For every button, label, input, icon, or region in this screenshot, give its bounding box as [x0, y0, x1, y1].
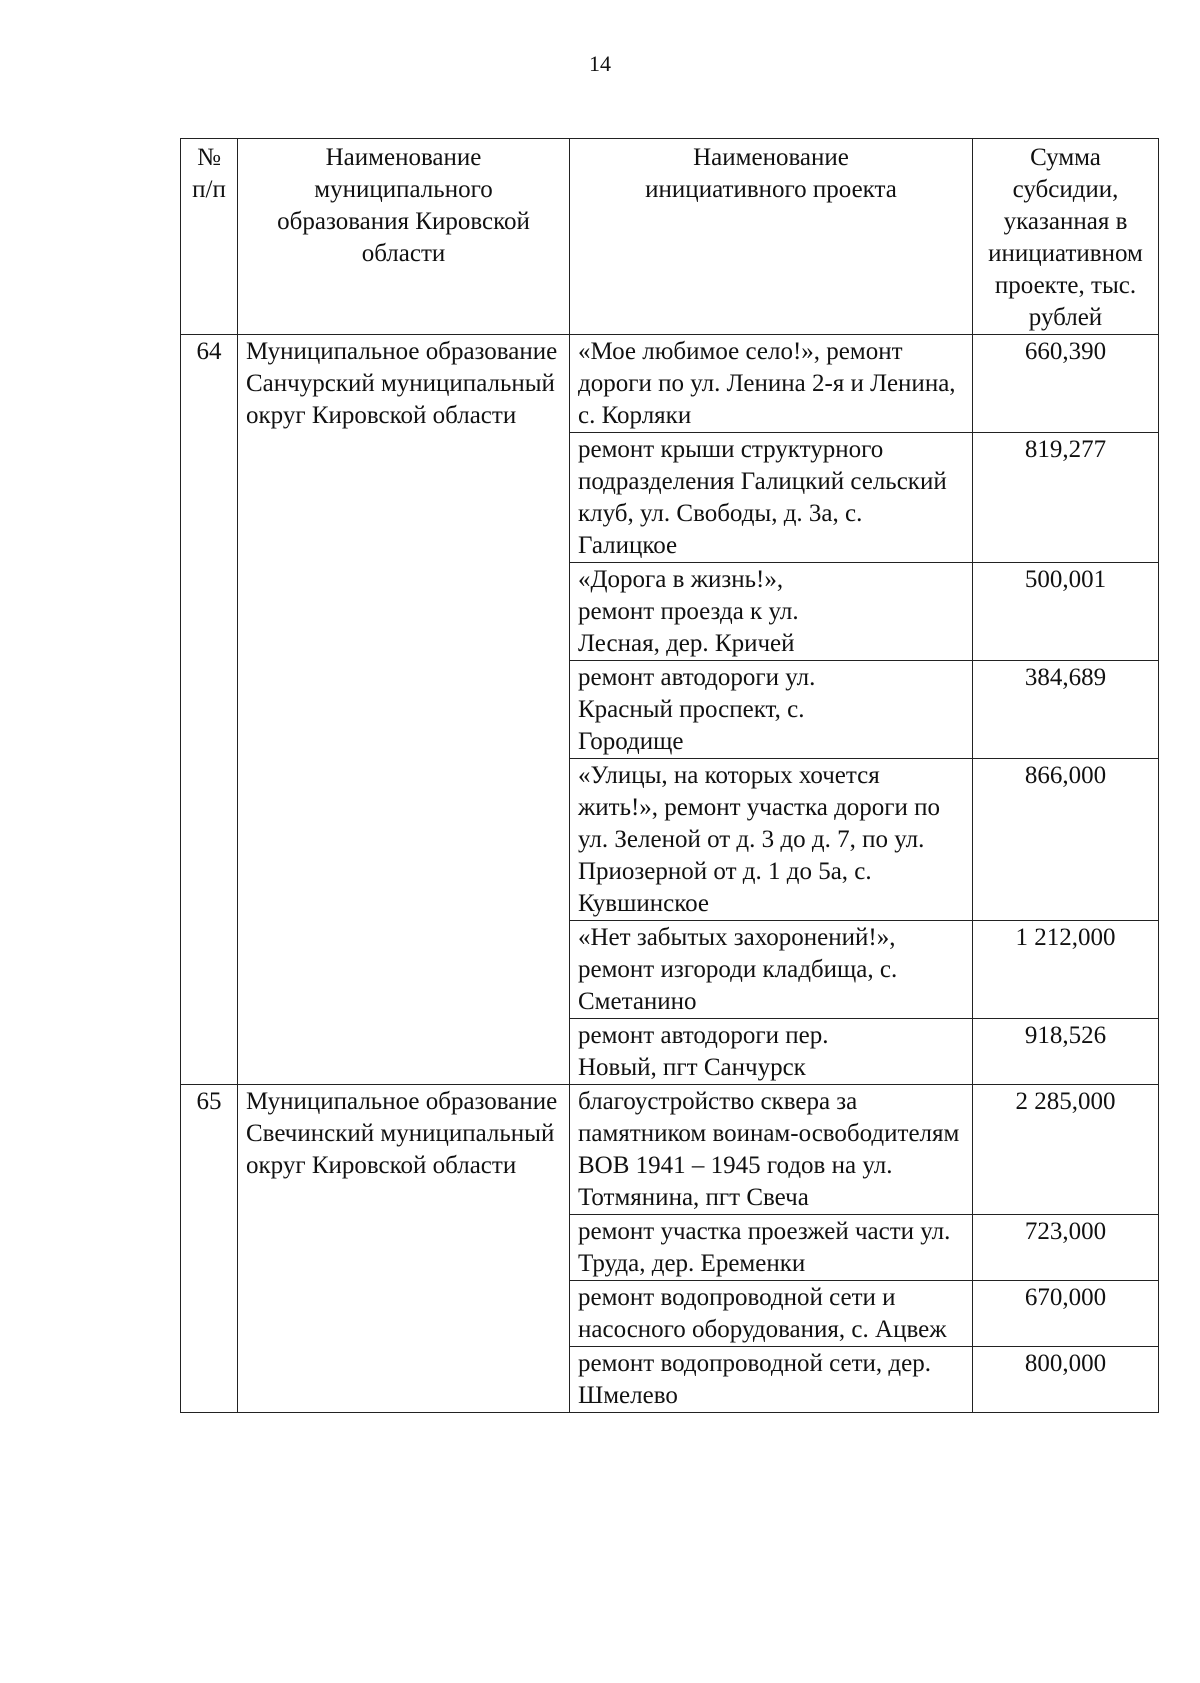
project-name: «Дорога в жизнь!», ремонт проезда к ул. Лесная, дер. Кричей [570, 563, 973, 661]
subsidy-amount: 800,000 [973, 1347, 1159, 1413]
subsidy-table [180, 138, 1159, 1413]
project-name: «Мое любимое село!», ремонт дороги по ул. Ленина 2-я и Ленина, с. Корляки [570, 335, 973, 433]
project-name: благоустройство сквера за памятником воинам-освободителям ВОВ 1941 – 1945 годов на ул. Тотмянина, пгт Свеча [570, 1085, 973, 1215]
subsidy-amount: 500,001 [973, 563, 1159, 661]
header-municipality: Наименование муниципального образования Кировской области [238, 139, 570, 335]
subsidy-amount: 1 212,000 [973, 921, 1159, 1019]
project-name: ремонт автодороги пер. Новый, пгт Санчурск [570, 1019, 973, 1085]
subsidy-amount: 918,526 [973, 1019, 1159, 1085]
subsidy-amount: 819,277 [973, 433, 1159, 563]
project-name: «Нет забытых захоронений!», ремонт изгороди кладбища, с. Сметанино [570, 921, 973, 1019]
row-number: 64 [181, 335, 238, 1085]
page-number: 14 [589, 51, 611, 76]
table-header-row [181, 139, 1159, 335]
project-name: ремонт водопроводной сети и насосного оборудования, с. Ацвеж [570, 1281, 973, 1347]
header-sum: Сумма субсидии, указанная в инициативном проекте, тыс. рублей [973, 139, 1159, 335]
subsidy-amount: 670,000 [973, 1281, 1159, 1347]
table-row [181, 335, 1159, 433]
subsidy-amount: 723,000 [973, 1215, 1159, 1281]
project-name: «Улицы, на которых хочется жить!», ремонт участка дороги по ул. Зеленой от д. 3 до д. 7, по ул. Приозерной от д. 1 до 5а, с. Кувшинское [570, 759, 973, 921]
subsidy-amount: 2 285,000 [973, 1085, 1159, 1215]
project-name: ремонт водопроводной сети, дер. Шмелево [570, 1347, 973, 1413]
header-num: № п/п [181, 139, 238, 335]
row-number: 65 [181, 1085, 238, 1413]
table-row [181, 1085, 1159, 1215]
subsidy-amount: 866,000 [973, 759, 1159, 921]
subsidy-amount: 384,689 [973, 661, 1159, 759]
header-project: Наименование инициативного проекта [570, 139, 973, 335]
municipality-name: Муниципальное образование Санчурский муниципальный округ Кировской области [238, 335, 570, 1085]
municipality-name: Муниципальное образование Свечинский муниципальный округ Кировской области [238, 1085, 570, 1413]
project-name: ремонт крыши структурного подразделения Галицкий сельский клуб, ул. Свободы, д. 3а, с. Галицкое [570, 433, 973, 563]
project-name: ремонт участка проезжей части ул. Труда, дер. Еременки [570, 1215, 973, 1281]
project-name: ремонт автодороги ул. Красный проспект, с. Городище [570, 661, 973, 759]
subsidy-amount: 660,390 [973, 335, 1159, 433]
